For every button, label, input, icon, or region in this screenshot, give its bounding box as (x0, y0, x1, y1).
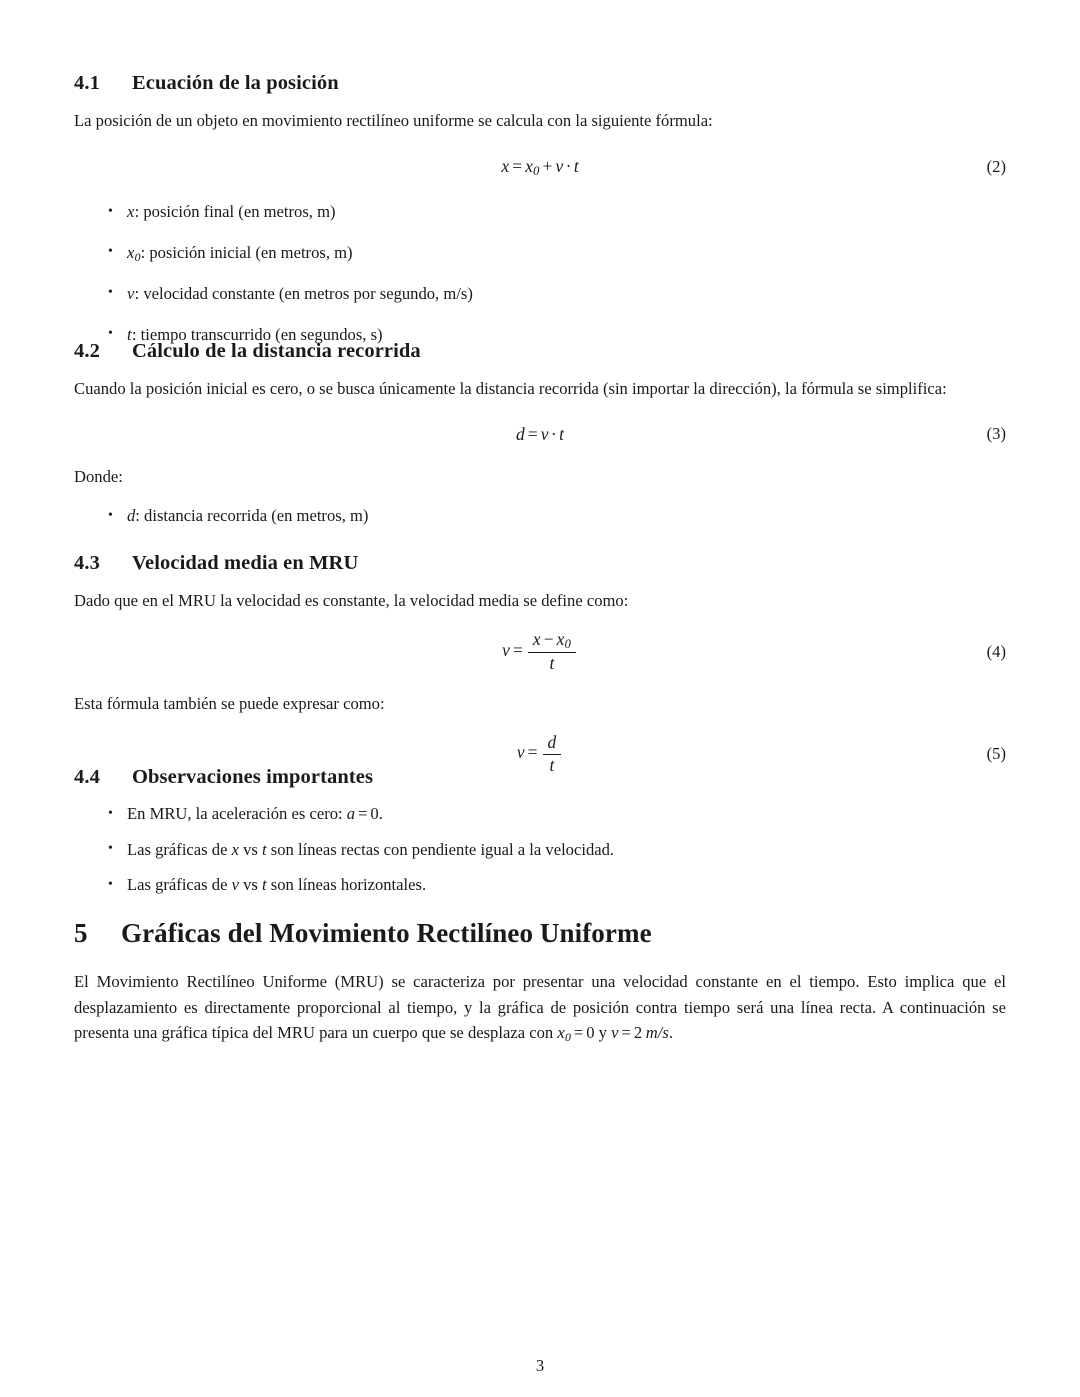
list-item (74, 801, 1006, 827)
heading-5-title: Gráficas del Movimiento Rectilíneo Uniforme (121, 918, 652, 948)
observation-vs: vs (238, 875, 263, 894)
symbol: x (127, 202, 135, 221)
equation-4-denominator: t (528, 652, 576, 673)
list-4-4-observations (74, 801, 1006, 898)
observation-text: En MRU, la aceleración es cero: (127, 804, 347, 823)
heading-4-2-title: Cálculo de la distancia recorrida (132, 340, 421, 362)
equation-3-dot: · (550, 423, 557, 444)
section-4-3 (74, 552, 1006, 775)
list-item (74, 240, 1006, 271)
list-4-1-symbols (74, 199, 1006, 352)
heading-4-1-title: Ecuación de la posición (132, 72, 339, 94)
numer-minus: − (543, 628, 554, 649)
list-item (74, 872, 1006, 898)
equation-3-t: t (559, 423, 564, 444)
paragraph-4-3-bridge: Esta fórmula también se puede expresar como: (74, 693, 385, 713)
equation-4-lhs: v (502, 639, 510, 660)
list-4-2-symbols (74, 503, 1006, 529)
observation-var-v: v (231, 875, 239, 894)
list-item (74, 503, 1006, 529)
heading-4-3-title: Velocidad media en MRU (132, 552, 359, 574)
heading-4-2 (74, 340, 1006, 363)
inline-v-value: 2 (633, 1023, 643, 1042)
equation-4-numerator (528, 630, 576, 653)
equation-3 (74, 424, 1006, 445)
equation-4-number: (4) (986, 641, 1006, 661)
inline-conjunction: y (594, 1023, 612, 1042)
section-4-1 (74, 72, 1006, 352)
label-donde: Donde: (74, 466, 123, 486)
inline-x0-sub: 0 (564, 1030, 571, 1045)
equation-2-x: x (525, 155, 533, 176)
numer-x: x (532, 628, 541, 649)
list-item (74, 199, 1006, 230)
inline-x0-value: 0 (586, 1023, 595, 1042)
equation-2-number: (2) (986, 157, 1006, 177)
symbol: v (127, 283, 135, 303)
heading-4-4-title: Observaciones importantes (132, 766, 374, 788)
inline-x0-var: x (557, 1023, 565, 1042)
inline-period: . (668, 1023, 673, 1042)
paragraph-5-lead: El Movimiento Rectilíneo Uniforme (MRU) se caracteriza por presentar una velocidad constante en el tiempo. Esto implica que el desplazamiento es directamente proporcional al tiempo, y la gráfica de posición contra tiempo será una línea recta. A continuación se presenta una gráfica típica del MRU para un cuerpo que se desplaza con (74, 972, 1006, 1042)
list-item (74, 281, 1006, 312)
observation-var-t: t (262, 839, 267, 859)
list-item (74, 837, 1006, 863)
observation-value: 0 (370, 804, 379, 823)
equation-3-v: v (540, 423, 549, 444)
inline-x0-eq: = (573, 1023, 584, 1042)
equation-4-eq: = (513, 639, 523, 660)
heading-4-4-number: 4.4 (74, 766, 100, 788)
observation-var-x: x (231, 839, 239, 859)
definition: : posición final (en metros, m) (134, 202, 336, 221)
equation-2-dot: · (565, 155, 572, 176)
section-4-4 (74, 766, 1006, 898)
observation-eq: = (358, 804, 368, 823)
definition: : posición inicial (en metros, m) (140, 242, 353, 262)
paragraph-5 (74, 969, 1006, 1051)
symbol: d (127, 506, 136, 525)
observation-var-t: t (262, 875, 267, 894)
definition: : tiempo transcurrido (en segundos, s) (131, 324, 383, 344)
equation-2-row (74, 156, 1006, 180)
inline-v-var: v (611, 1023, 619, 1042)
paragraph-4-3-intro: Dado que en el MRU la velocidad es constante, la velocidad media se define como: (74, 591, 629, 610)
equation-3-eq: = (527, 423, 538, 444)
equation-2-x-sub: 0 (533, 164, 540, 178)
equation-4-row (74, 630, 1006, 674)
equation-3-number: (3) (986, 424, 1006, 443)
observation-text: Las gráficas de (127, 839, 232, 859)
paragraph-4-1-intro: La posición de un objeto en movimiento rectilíneo uniforme se calcula con la siguiente fórmula: (74, 111, 713, 130)
symbol-subscript: 0 (134, 250, 141, 265)
equation-2-v: v (555, 155, 564, 176)
equation-5-denominator: t (543, 754, 561, 775)
heading-5-number: 5 (74, 918, 88, 948)
observation-period: . (378, 804, 383, 823)
paragraph-4-2-intro: Cuando la posición inicial es cero, o se busca únicamente la distancia recorrida (sin importar la dirección), la fórmula se simplifica: (74, 379, 947, 398)
equation-2-lhs: x (501, 155, 510, 176)
equation-3-row (74, 424, 1006, 445)
definition: : distancia recorrida (en metros, m) (135, 506, 369, 525)
heading-4-1-number: 4.1 (74, 72, 100, 94)
equation-2 (74, 156, 1006, 180)
observation-var-a: a (346, 804, 356, 823)
symbol: t (127, 324, 132, 344)
heading-4-3 (74, 552, 1006, 575)
equation-5-number: (5) (986, 744, 1006, 763)
equation-2-t: t (573, 155, 579, 176)
numer-x0: x (556, 628, 565, 649)
equation-2-eq: = (512, 155, 522, 176)
heading-4-2-number: 4.2 (74, 340, 100, 362)
equation-5-numerator: d (547, 732, 557, 753)
heading-4-3-number: 4.3 (74, 552, 100, 574)
observation-text: Las gráficas de (127, 875, 232, 894)
page-number: 3 (535, 1356, 545, 1375)
document-page (74, 0, 1006, 1397)
equation-4-fraction (528, 630, 576, 674)
inline-v-eq: = (621, 1023, 631, 1042)
symbol: x (127, 242, 135, 262)
equation-4 (74, 630, 1006, 674)
heading-4-4 (74, 766, 1006, 789)
inline-v-units: m/s (645, 1023, 669, 1042)
heading-5 (74, 918, 1006, 949)
numer-x0-sub: 0 (564, 637, 571, 651)
equation-3-lhs: d (516, 423, 525, 444)
definition: : velocidad constante (en metros por segundo, m/s) (134, 283, 473, 303)
observation-tail: son líneas rectas con pendiente igual a la velocidad. (266, 839, 615, 859)
section-5 (74, 918, 1006, 1051)
heading-4-1 (74, 72, 1006, 95)
section-4-2 (74, 340, 1006, 529)
equation-5-lhs: v (516, 742, 525, 762)
observation-tail: son líneas horizontales. (266, 875, 427, 894)
equation-5-eq: = (527, 742, 538, 762)
equation-2-plus: + (542, 155, 553, 176)
observation-vs: vs (238, 839, 263, 859)
